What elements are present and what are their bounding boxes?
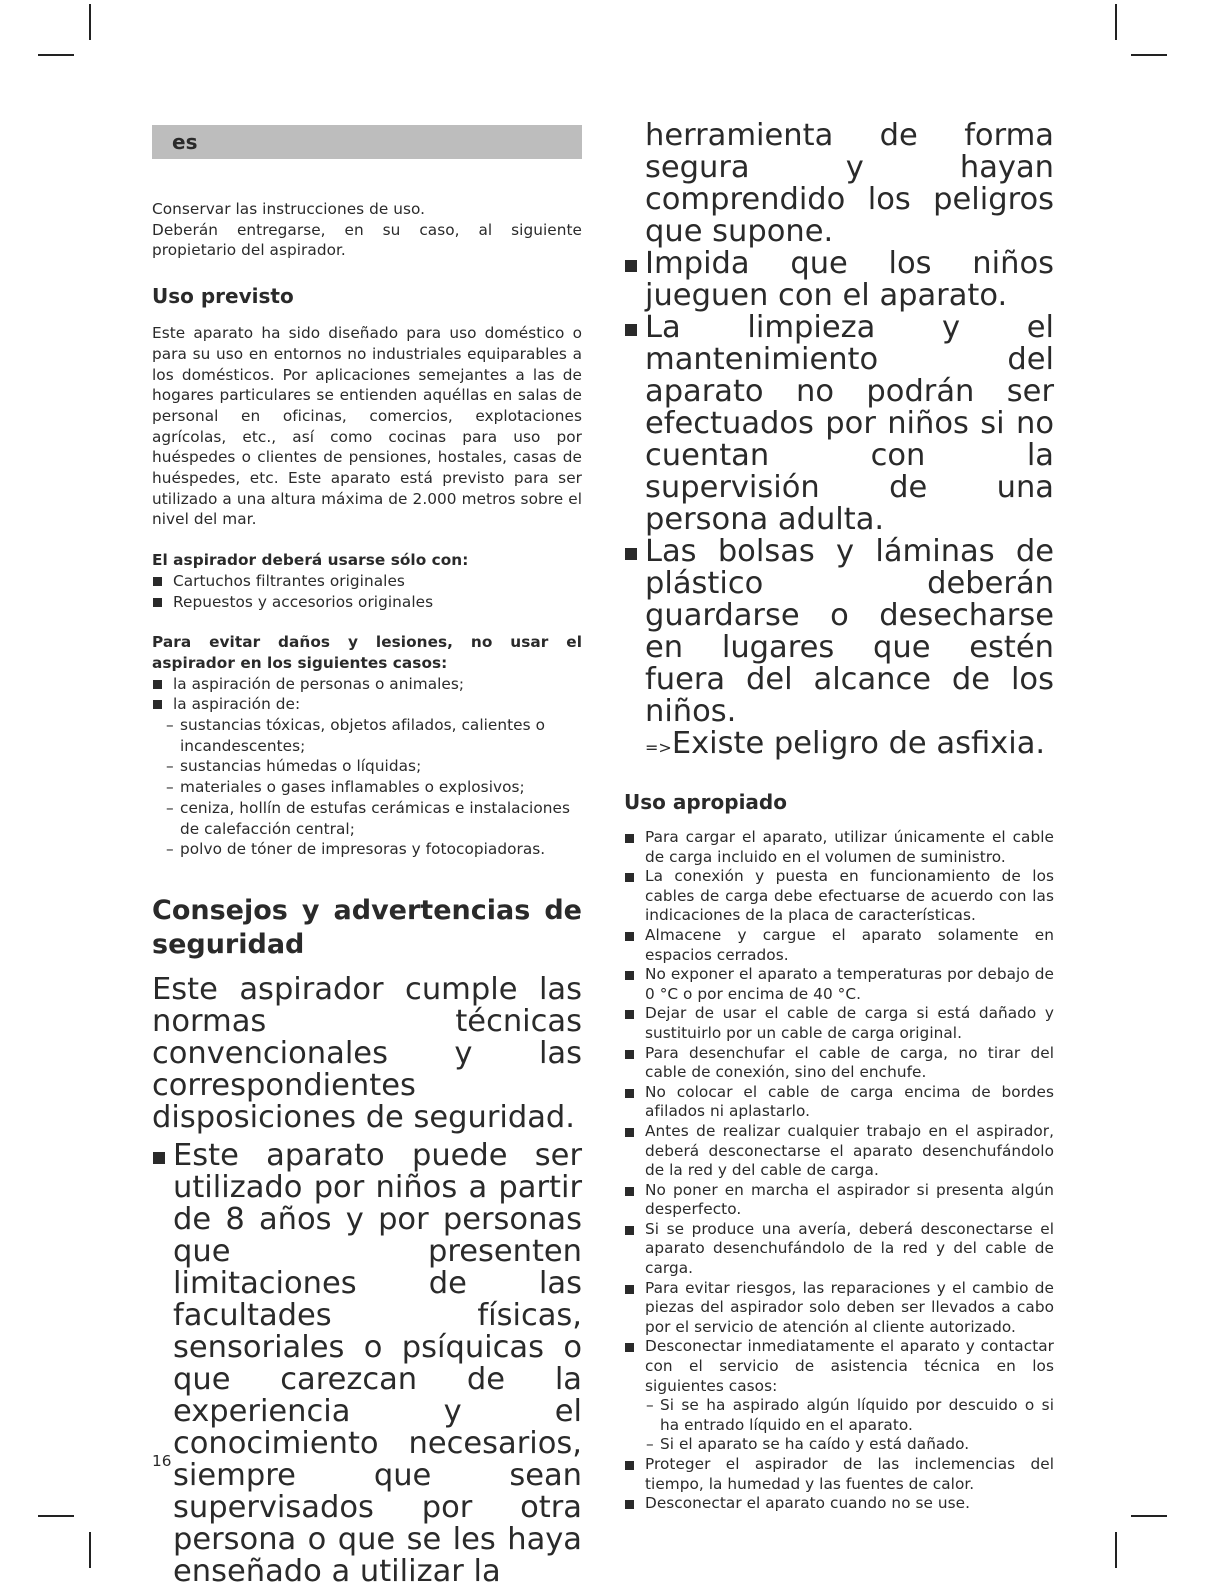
uso-apropiado-heading: Uso apropiado bbox=[624, 790, 787, 814]
list-item: No poner en marcha el aspirador si presenta algún desperfecto. bbox=[624, 1181, 1054, 1220]
crop-mark bbox=[89, 1532, 91, 1568]
list-item: Almacene y cargue el aparato solamente en espacios cerrados. bbox=[624, 926, 1054, 965]
sublist-item: – sustancias húmedas o líquidas; bbox=[166, 756, 582, 777]
sublist-item: – Si el aparato se ha caído y está dañado. bbox=[646, 1435, 1054, 1455]
sublist-item: – Si se ha aspirado algún líquido por descuido o si ha entrado líquido en el aparato. bbox=[646, 1396, 1054, 1435]
sublist-item: – sustancias tóxicas, objetos afilados, calientes o incandescentes; bbox=[166, 715, 582, 756]
uso-apropiado-final-list bbox=[624, 1455, 1054, 1514]
list-item: No colocar el cable de carga encima de bordes afilados ni aplastarlo. bbox=[624, 1083, 1054, 1122]
list-item: No exponer el aparato a temperaturas por debajo de 0 °C o por encima de 40 °C. bbox=[624, 965, 1054, 1004]
crop-mark bbox=[89, 4, 91, 40]
asphyxia-warning-text: Existe peligro de asfixia. bbox=[671, 726, 1046, 761]
crop-mark bbox=[1131, 54, 1167, 56]
left-column bbox=[152, 125, 582, 1588]
safety-item-children-part-2: herramienta de forma segura y hayan comprendido los peligros que supone. bbox=[645, 118, 1054, 249]
safety-item: Las bolsas y láminas de plástico deberán guardarse o desecharse en lugares que estén fuera del alcance de los niños. bbox=[624, 536, 1054, 728]
consejos-list bbox=[624, 248, 1054, 728]
language-bar: es bbox=[152, 125, 582, 159]
list-item bbox=[152, 694, 582, 715]
safety-item: Impida que los niños jueguen con el aparato. bbox=[624, 248, 1054, 312]
only-with-heading: El aspirador deberá usarse sólo con: bbox=[152, 551, 469, 570]
crop-mark bbox=[1115, 4, 1117, 40]
list-item: La conexión y puesta en funcionamiento de los cables de carga debe efectuarse de acuerdo con las indicaciones de la placa de características. bbox=[624, 867, 1054, 926]
consejos-heading: Consejos y advertencias de seguridad bbox=[152, 894, 582, 960]
list-item: Para cargar el aparato, utilizar únicamente el cable de carga incluido en el volumen de suministro. bbox=[624, 828, 1054, 867]
avoid-list bbox=[152, 674, 582, 715]
avoid-sublist bbox=[152, 715, 582, 860]
list-item: Proteger el aspirador de las inclemencias del tiempo, la humedad y las fuentes de calor. bbox=[624, 1455, 1054, 1494]
sublist-item: – ceniza, hollín de estufas cerámicas e instalaciones de calefacción central; bbox=[166, 798, 582, 839]
crop-mark bbox=[38, 54, 74, 56]
list-item: Desconectar el aparato cuando no se use. bbox=[624, 1494, 1054, 1514]
page-number: 16 bbox=[152, 1452, 172, 1470]
list-item: Dejar de usar el cable de carga si está dañado y sustituirlo por un cable de carga original. bbox=[624, 1004, 1054, 1043]
intro-line-2: Deberán entregarse, en su caso, al siguiente propietario del aspirador. bbox=[152, 220, 582, 260]
crop-mark bbox=[1115, 1532, 1117, 1568]
list-item: Desconectar inmediatamente el aparato y contactar con el servicio de asistencia técnica en los siguientes casos: bbox=[624, 1337, 1054, 1396]
uso-previsto-paragraph: Este aparato ha sido diseñado para uso doméstico o para su uso en entornos no industriales equiparables a los domésticos. Por aplicaciones semejantes a las de hogares particulares se entienden aquéllas en salas de personal en oficinas, comercios, explotaciones agrícolas, etc., así como cocinas para uso por huéspedes o clientes de pensiones, hostales, casas de huéspedes, etc. Este aparato está previsto para ser utilizado a una altura máxima de 2.000 metros sobre el nivel del mar. bbox=[152, 324, 582, 529]
consejos-intro: Este aspirador cumple las normas técnicas convencionales y las correspondientes disposiciones de seguridad. bbox=[152, 971, 582, 1135]
list-item: Repuestos y accesorios originales bbox=[152, 592, 582, 613]
right-column bbox=[624, 120, 1054, 1514]
only-with-list bbox=[152, 571, 582, 612]
avoid-heading: Para evitar daños y lesiones, no usar el aspirador en los siguientes casos: bbox=[152, 633, 582, 672]
sublist-item: – materiales o gases inflamables o explosivos; bbox=[166, 777, 582, 798]
sublist-item: – polvo de tóner de impresoras y fotocopiadoras. bbox=[166, 839, 582, 860]
uso-apropiado-sublist bbox=[624, 1396, 1054, 1455]
list-item: la aspiración de personas o animales; bbox=[152, 674, 582, 695]
safety-item: La limpieza y el mantenimiento del aparato no podrán ser efectuados por niños si no cuentan con la supervisión de una persona adulta. bbox=[624, 312, 1054, 536]
intro-line-1: Conservar las instrucciones de uso. bbox=[152, 200, 426, 218]
arrow-icon: => bbox=[645, 738, 672, 757]
asphyxia-warning bbox=[624, 728, 1054, 764]
list-item-label: la aspiración de: bbox=[173, 695, 301, 714]
uso-apropiado-list bbox=[624, 828, 1054, 1396]
crop-mark bbox=[38, 1515, 74, 1517]
consejos-list-start bbox=[152, 1137, 582, 1589]
list-item: Si se produce una avería, deberá desconectarse el aparato desenchufándolo de la red y del cable de carga. bbox=[624, 1220, 1054, 1279]
list-item: Cartuchos filtrantes originales bbox=[152, 571, 582, 592]
list-item: Para desenchufar el cable de carga, no tirar del cable de conexión, sino del enchufe. bbox=[624, 1044, 1054, 1083]
uso-previsto-heading: Uso previsto bbox=[152, 284, 294, 309]
safety-item-children-part-1: Este aparato puede ser utilizado por niños a partir de 8 años y por personas que presenten limitaciones de las facultades físicas, sensoriales o psíquicas o que carezcan de la experiencia y el conocimiento necesarios, siempre que sean supervisados por otra persona o que se les haya enseñado a utilizar la bbox=[152, 1140, 582, 1588]
crop-mark bbox=[1131, 1515, 1167, 1517]
list-item: Para evitar riesgos, las reparaciones y el cambio de piezas del aspirador solo deben ser llevados a cabo por el servicio de atención al cliente autorizado. bbox=[624, 1279, 1054, 1338]
list-item: Antes de realizar cualquier trabajo en el aspirador, deberá desconectarse el aparato desenchufándolo de la red y del cable de carga. bbox=[624, 1122, 1054, 1181]
